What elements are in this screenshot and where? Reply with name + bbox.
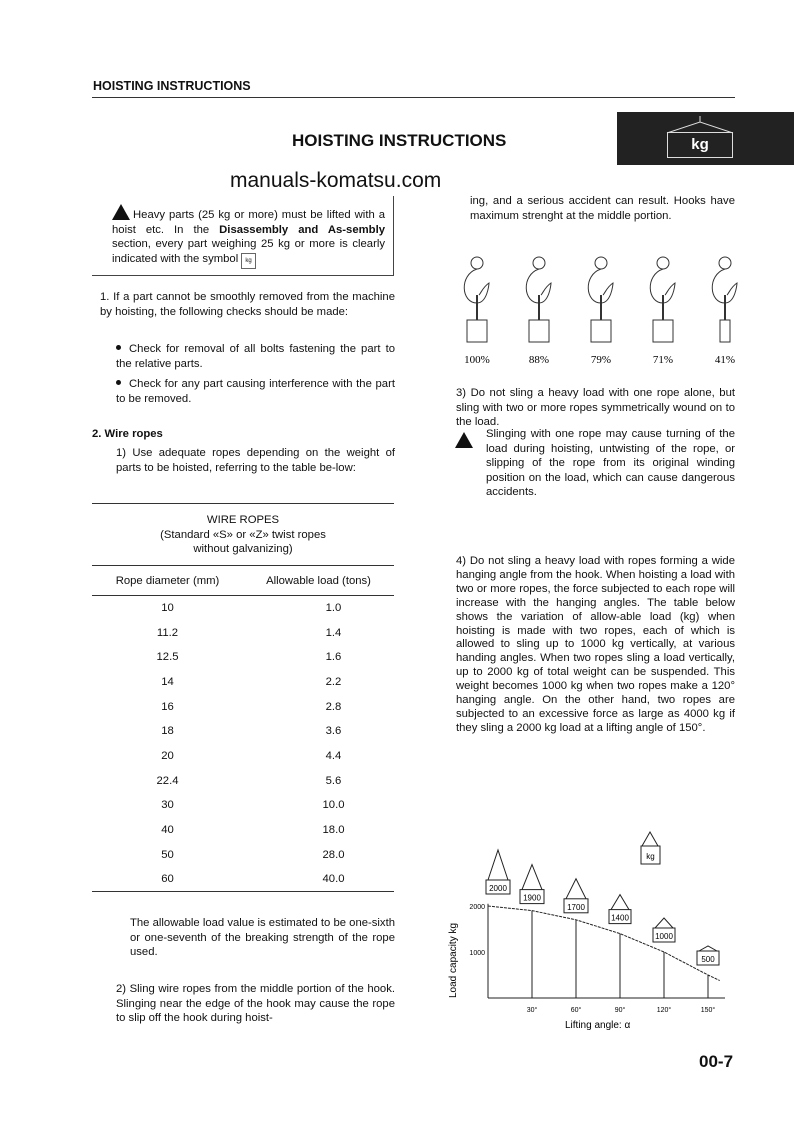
hook-icon (665, 114, 735, 134)
warning-icon (455, 432, 473, 448)
watermark: manuals-komatsu.com (230, 169, 442, 192)
legend-kg-label: kg (646, 852, 655, 861)
sub-item-3: 3) Do not sling a heavy load with one rope alone, but sling with two or more ropes symmetrically wound on to the load. (456, 387, 735, 429)
x-tick-label: 90° (614, 1007, 626, 1014)
hook-percent: 71% (652, 354, 674, 366)
table-row: 40 18.0 (161, 824, 345, 837)
sling-icon (566, 879, 586, 899)
table-row: 20 4.4 (161, 749, 342, 762)
sub-item-3-warning: Slinging with one rope may cause turning of the load during hoisting, untwisting of the rope, or slipping of the rope from its original winding position on the load, which can cause dangerous accidents. (486, 428, 735, 499)
rope-table: Rope diameter (mm) Allowable load (tons) 10 1.0 11.2 1.4 12.5 1.6 14 2.2 16 2.8 18 3.6 20 4.4 22.4 5.6 30 10.0 40 18.0 50 28.0 60 40.0 (92, 565, 394, 892)
hook-figure (712, 257, 737, 366)
page-title: HOISTING INSTRUCTIONS (292, 131, 507, 150)
data-label: 1000 (655, 932, 673, 941)
x-axis-label: Lifting angle: α (565, 1020, 631, 1031)
x-tick-label: 30° (526, 1007, 538, 1014)
data-label: 1700 (567, 902, 585, 912)
section-heading: 2. Wire ropes (92, 428, 163, 440)
warning-icon (112, 204, 130, 220)
legend-sling-icon (642, 832, 658, 846)
x-tick-label: 120° (656, 1007, 672, 1014)
y-axis-label: Load capacity kg (448, 922, 459, 998)
sling-icon (522, 865, 542, 890)
hook-percent: 79% (590, 354, 612, 366)
capacity-line (488, 906, 720, 981)
running-header: HOISTING INSTRUCTIONS (93, 79, 251, 93)
table-row: 14 2.2 (161, 675, 342, 688)
x-tick-label: 60° (570, 1007, 582, 1014)
item-1: 1. If a part cannot be smoothly removed from the machine by hoisting, the following checks should be made: (100, 291, 395, 318)
sling-icon (699, 946, 717, 951)
data-label: 2000 (489, 884, 507, 893)
sling-icon (488, 850, 508, 880)
continued-text: ing, and a serious accident can result. Hooks have maximum strenght at the middle portion. (470, 195, 735, 222)
hook-figure (464, 257, 490, 366)
data-label: 500 (701, 955, 715, 964)
table-note: The allowable load value is estimated to be one-sixth or one-seventh of the breaking strength of the rope used. (130, 917, 396, 959)
hook-figure (588, 257, 613, 366)
sling-icon (611, 895, 629, 910)
table-row: 18 3.6 (161, 725, 342, 738)
table-row: 30 10.0 (161, 799, 345, 812)
data-label: 1900 (523, 893, 541, 903)
x-tick-label: 150° (700, 1007, 716, 1014)
data-label: 1400 (611, 913, 629, 923)
y-tick-label: 1000 (469, 950, 485, 957)
page-number: 00-7 (699, 1052, 734, 1071)
table-row: 22.4 5.6 (156, 774, 342, 787)
sling-icon (655, 918, 673, 928)
sub-item-1: 1) Use adequate ropes depending on the weight of parts to be hoisted, referring to the table be-low: (116, 447, 395, 474)
table-row: 11.2 1.4 (156, 626, 342, 639)
sub-item-2: 2) Sling wire ropes from the middle portion of the hook. Slinging near the edge of the hook may cause the rope to slip off the hook during hoist- (116, 983, 395, 1025)
sub-item-4: 4) Do not sling a heavy load with ropes forming a wide hanging angle from the hook. When hoisting a load with two or more ropes, the force subjected to each rope will increase with the hanging angles. The table below shows the variation of allow-able load (kg) when hoisting is made with two ropes, each of which is allowed to sling up to 1000 kg vertically, at various handing angles. When two ropes sling a load vertically, up to 2000 kg of total weight can be suspended. This weight becomes 1000 kg when two ropes make a 120° hanging angle. On the other hand, two ropes are subjected to an excessive force as large as 4000 kg if they sling a 2000 kg load at a lifting angle of 150°. (456, 555, 735, 734)
kg-symbol-icon: kg (241, 253, 255, 270)
kg-icon: kg (667, 132, 733, 158)
table-row: 50 28.0 (161, 848, 345, 861)
rope-table-title: WIRE ROPES (Standard «S» or «Z» twist ropes without galvanizing) (160, 514, 326, 556)
warning-note: Heavy parts (25 kg or more) must be lifted with a hoist etc. In the Disassembly and As-sembly section, every part weighing 25 kg or more is clearly indicated with the symbol kg (92, 196, 394, 276)
table-row: 12.5 1.6 (156, 651, 342, 664)
hook-figure (526, 257, 551, 366)
table-row: 16 2.8 (161, 700, 342, 713)
table-row: 10 1.0 (161, 602, 342, 615)
section-tab (617, 112, 794, 165)
hook-percent: 41% (714, 354, 736, 366)
load-capacity-chart (440, 820, 740, 1035)
hook-percent: 100% (464, 354, 490, 366)
bullet-1: Check for removal of all bolts fastening the part to the relative parts. (116, 343, 395, 370)
bullet-2: Check for any part causing interference with the part to be removed. (116, 378, 395, 405)
hook-figure (650, 257, 675, 366)
hook-diagram (455, 245, 740, 370)
hook-percent: 88% (528, 354, 550, 366)
y-tick-label: 2000 (469, 904, 485, 911)
header-rule (92, 97, 735, 98)
table-row: 60 40.0 (92, 867, 394, 892)
